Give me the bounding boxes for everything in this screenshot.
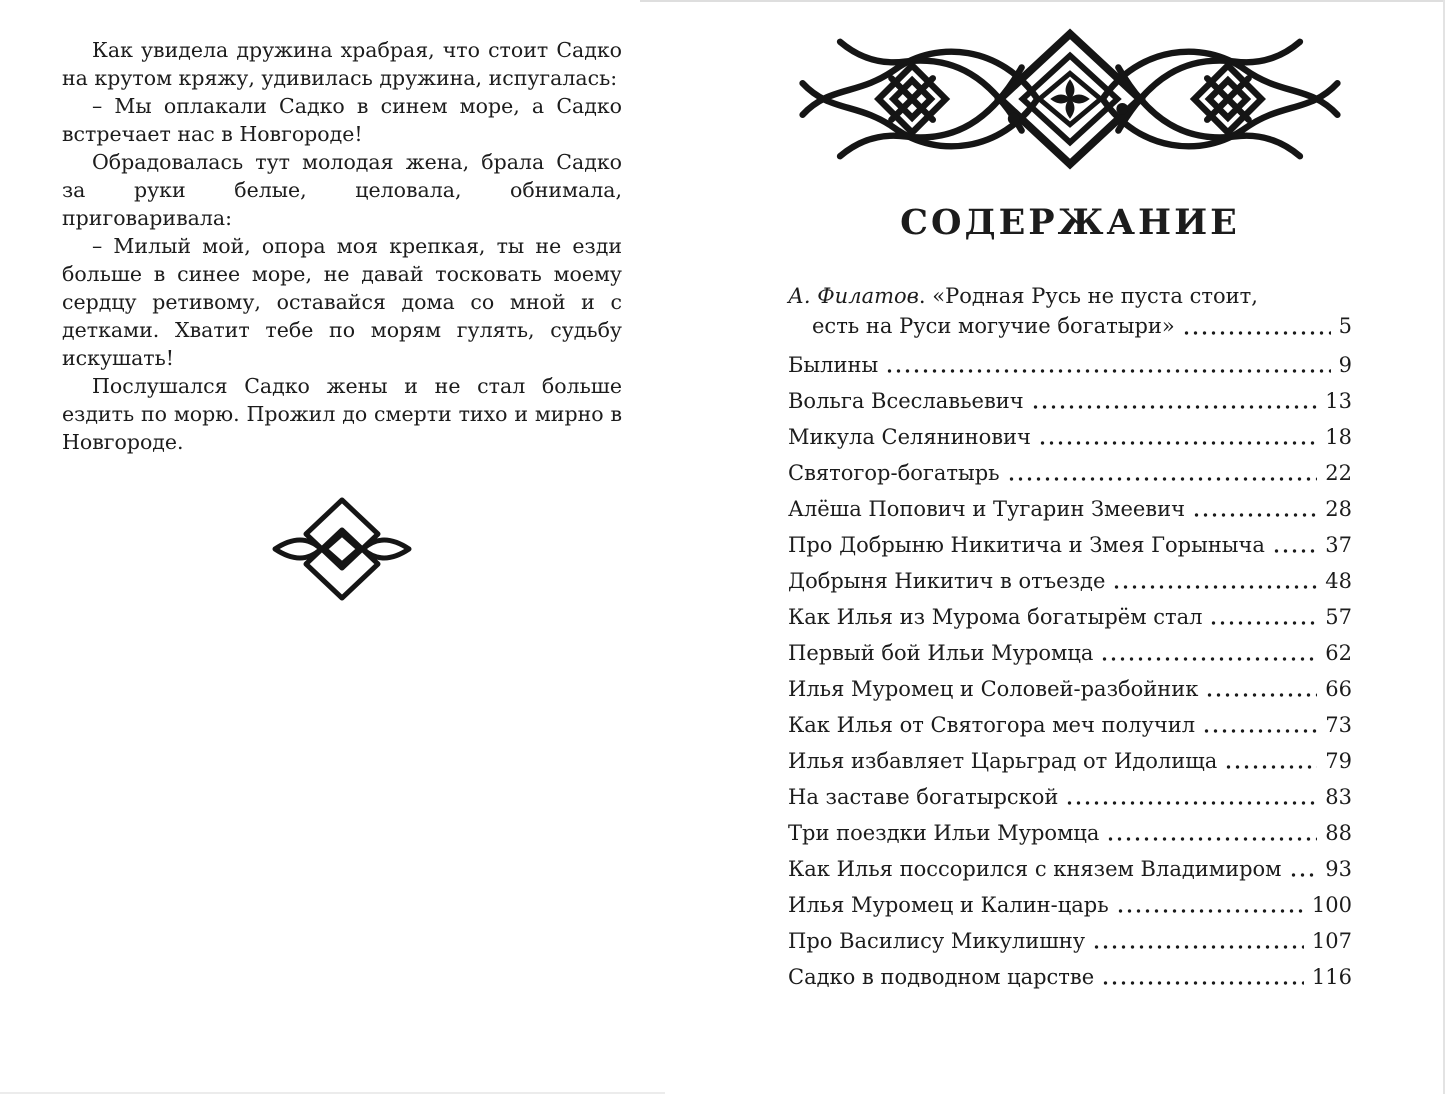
- left-page: [62, 36, 622, 604]
- dot-leader: [1100, 657, 1317, 661]
- toc-entry: [788, 640, 1352, 666]
- toc-entry: [788, 712, 1352, 738]
- toc-entry-page: 22: [1325, 461, 1352, 485]
- dot-leader: [1106, 837, 1317, 841]
- toc-entry-page: 83: [1325, 785, 1352, 809]
- knotwork-band-ornament-icon: [788, 24, 1352, 176]
- toc-entry-page: 62: [1325, 641, 1352, 665]
- dot-leader: [1209, 621, 1317, 625]
- toc-entry-title: Про Добрыню Никитича и Змея Горыныча: [788, 533, 1265, 557]
- paragraph: Послушался Садко жены и не стал больше ездить по морю. Прожил до смерти тихо и мирно в Новгороде.: [62, 374, 622, 454]
- toc-entry-page: 9: [1338, 353, 1352, 377]
- dot-leader: [1065, 801, 1317, 805]
- dot-leader: [1092, 945, 1304, 949]
- toc-entry-page: 73: [1325, 713, 1352, 737]
- toc-entry-page: 100: [1311, 893, 1352, 917]
- knot-ornament-icon: [267, 494, 417, 604]
- toc-entry-title: Илья избавляет Царьград от Идолища: [788, 749, 1218, 773]
- dot-leader: [1272, 549, 1317, 553]
- toc-title: СОДЕРЖАНИЕ: [900, 202, 1240, 243]
- toc-entry: [788, 856, 1352, 882]
- dot-leader: [1112, 585, 1317, 589]
- toc-entry: [788, 928, 1352, 954]
- dot-leader: [1038, 441, 1317, 445]
- toc-entry: [788, 676, 1352, 702]
- dot-leader: [1289, 873, 1318, 877]
- dot-leader: [1101, 981, 1304, 985]
- dot-leader: [1224, 765, 1317, 769]
- toc-entry: [788, 748, 1352, 774]
- toc-entry-page: 88: [1325, 821, 1352, 845]
- toc-entry-title: Илья Муромец и Соловей-разбойник: [788, 677, 1199, 701]
- toc-entry-title: Алёша Попович и Тугарин Змеевич: [788, 497, 1186, 521]
- dot-leader: [1182, 331, 1331, 335]
- toc-entry-page: 107: [1311, 929, 1352, 953]
- toc-entry: [788, 496, 1352, 522]
- paragraph: – Милый мой, опора моя крепкая, ты не езди больше в синее море, не давай тосковать моему сердцу ретивому, оставайся дома со мной и с детками. Хватит тебе по морям гулять, судьбу искушать!: [62, 234, 622, 370]
- toc-entry: [788, 784, 1352, 810]
- toc-entry-title: Микула Селянинович: [788, 425, 1031, 449]
- paragraph: – Мы оплакали Садко в синем море, а Садко встречает нас в Новгороде!: [62, 94, 622, 146]
- toc-entry: [788, 892, 1352, 918]
- toc-entry: [788, 820, 1352, 846]
- toc-entry-page: 79: [1325, 749, 1352, 773]
- toc-entry: [788, 604, 1352, 630]
- toc-entry: [788, 424, 1352, 450]
- toc-entry-page: 5: [1338, 314, 1352, 338]
- right-page: [788, 24, 1352, 1000]
- toc-entry-page: 93: [1325, 857, 1352, 881]
- page-edge: [640, 0, 1445, 2]
- toc-entry: [788, 352, 1352, 378]
- toc-entry-title: Про Василису Микулишну: [788, 929, 1086, 953]
- toc-entry: [788, 964, 1352, 990]
- toc-entry-page: 18: [1325, 425, 1352, 449]
- dot-leader: [1031, 405, 1318, 409]
- dot-leader: [1192, 513, 1317, 517]
- toc-entry-title: На заставе богатырской: [788, 785, 1059, 809]
- toc-entry-title: Три поездки Ильи Муромца: [788, 821, 1100, 845]
- dot-leader: [1007, 477, 1318, 481]
- toc-entry-title: [788, 283, 1258, 310]
- toc-entry-title: Добрыня Никитич в отъезде: [788, 569, 1106, 593]
- dot-leader: [1116, 909, 1304, 913]
- toc-entry: [788, 283, 1352, 340]
- toc-entry: [788, 460, 1352, 486]
- toc-entry-title-part: . «Родная Русь не пуста стоит,: [918, 284, 1258, 308]
- paragraph: Как увидела дружина храбрая, что стоит Садко на крутом кряжу, удивилась дружина, испугалась:: [62, 38, 622, 90]
- dot-leader: [885, 369, 1330, 373]
- toc-entry-author: А. Филатов: [788, 284, 919, 308]
- toc-entry-title: Как Илья поссорился с князем Владимиром: [788, 857, 1282, 881]
- toc-entry-page: 57: [1325, 605, 1352, 629]
- toc-entry-title: Вольга Всеславьевич: [788, 389, 1024, 413]
- toc-entry-page: 28: [1325, 497, 1352, 521]
- toc-entry-title: Как Илья из Мурома богатырём стал: [788, 605, 1203, 629]
- story-text: [62, 36, 622, 456]
- toc-entry-title: есть на Руси могучие богатыри»: [812, 314, 1175, 338]
- toc-entry-title: Святогор-богатырь: [788, 461, 1000, 485]
- toc-entry-page: 116: [1311, 965, 1352, 989]
- toc-entry-page: 48: [1325, 569, 1352, 593]
- toc-entry-page: 13: [1325, 389, 1352, 413]
- toc-entry-title: Первый бой Ильи Муромца: [788, 641, 1094, 665]
- toc-entry: [788, 532, 1352, 558]
- toc-entry-page: 66: [1325, 677, 1352, 701]
- toc-entry-title: Садко в подводном царстве: [788, 965, 1095, 989]
- table-of-contents: [788, 283, 1352, 990]
- toc-entry-title: Былины: [788, 353, 879, 377]
- dot-leader: [1205, 693, 1317, 697]
- toc-entry-title: Илья Муромец и Калин-царь: [788, 893, 1109, 917]
- toc-entry-page: 37: [1325, 533, 1352, 557]
- toc-entry: [788, 568, 1352, 594]
- toc-entry: [788, 388, 1352, 414]
- dot-leader: [1202, 729, 1317, 733]
- paragraph: Обрадовалась тут молодая жена, брала Садко за руки белые, целовала, обнимала, приговаривала:: [62, 150, 622, 230]
- toc-entry-title: Как Илья от Святогора меч получил: [788, 713, 1196, 737]
